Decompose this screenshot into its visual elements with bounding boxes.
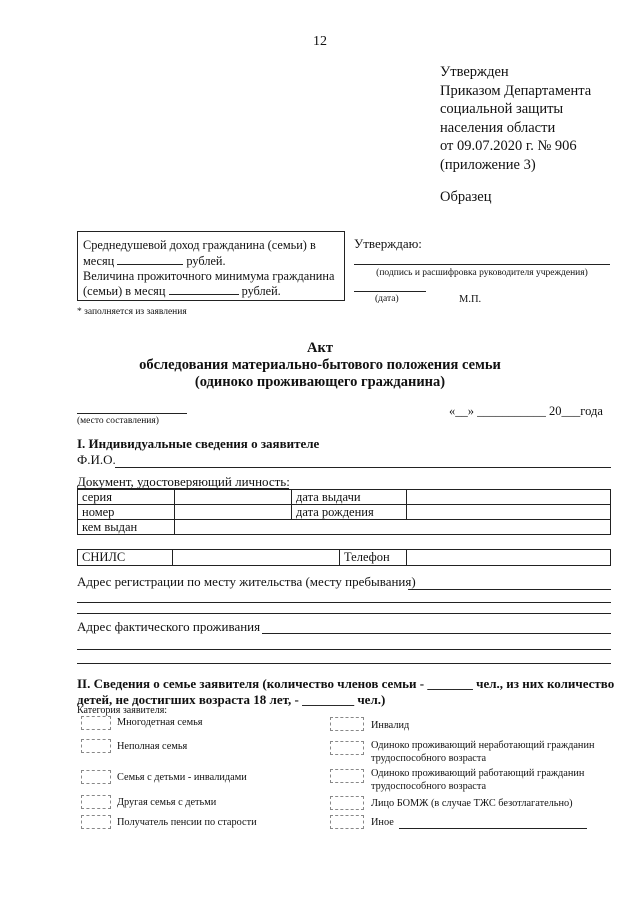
- checkbox[interactable]: [81, 795, 111, 809]
- table-row: [78, 520, 611, 535]
- approval-line: от 09.07.2020 г. № 906: [440, 138, 577, 155]
- minimum-rubles-label: рублей.: [241, 284, 281, 299]
- minimum-blank[interactable]: [169, 283, 239, 295]
- table-row: [78, 490, 611, 505]
- income-line3: Величина прожиточного минимума гражданина: [83, 268, 335, 283]
- income-rubles-label: рублей.: [186, 253, 226, 268]
- issued-by-value[interactable]: [175, 520, 611, 535]
- birth-date-label: дата рождения: [292, 505, 407, 520]
- option-homeless: Лицо БОМЖ (в случае ТЖС безотлагательно): [371, 798, 573, 809]
- number-value[interactable]: [175, 505, 292, 520]
- sample-label: Образец: [440, 189, 492, 205]
- section1-title: I. Индивидуальные сведения о заявителе: [77, 436, 320, 451]
- reg-address-line[interactable]: [77, 613, 611, 614]
- table-row: [78, 550, 611, 566]
- page-number: 12: [313, 34, 327, 49]
- issue-date-label: дата выдачи: [292, 490, 407, 505]
- issue-date-value[interactable]: [407, 490, 611, 505]
- checkbox[interactable]: [81, 716, 111, 730]
- checkbox[interactable]: [330, 741, 364, 755]
- act-title-line1: Акт: [307, 340, 333, 356]
- approval-line: (приложение 3): [440, 156, 536, 173]
- series-label: серия: [78, 490, 175, 505]
- fio-label: Ф.И.О.: [77, 452, 116, 467]
- income-blank[interactable]: [117, 253, 183, 265]
- category-label: Категория заявителя:: [77, 705, 168, 716]
- section2-title-line2: детей, не достигших возраста 18 лет, - ________ чел.): [77, 691, 386, 707]
- series-value[interactable]: [175, 490, 292, 505]
- income-month-label: месяц: [83, 253, 115, 268]
- option-single-unemployed: Одиноко проживающий неработающий гражданин трудоспособного возраста: [371, 740, 595, 764]
- option-disabled: Инвалид: [371, 720, 410, 731]
- section2-title: [77, 676, 617, 707]
- reg-address-label: Адрес регистрации по месту жительства (месту пребывания): [77, 574, 416, 589]
- signature-line[interactable]: [354, 264, 610, 265]
- approve-date-line[interactable]: [354, 291, 426, 292]
- act-date[interactable]: «__» ___________ 20___года: [449, 404, 603, 418]
- approval-line: населения области: [440, 119, 556, 136]
- fio-field[interactable]: [115, 467, 611, 468]
- option-disabled-children: Семья с детьми - инвалидами: [117, 772, 247, 783]
- place-caption: (место составления): [77, 416, 159, 426]
- option-single-employed: Одиноко проживающий работающий гражданин трудоспособного возраста: [371, 768, 585, 792]
- checkbox[interactable]: [330, 796, 364, 810]
- actual-address-line[interactable]: [77, 649, 611, 650]
- birth-date-value[interactable]: [407, 505, 611, 520]
- other-line[interactable]: [399, 828, 587, 829]
- phone-label: Телефон: [340, 550, 407, 566]
- phone-value[interactable]: [407, 550, 611, 566]
- option-single-parent: Неполная семья: [117, 741, 188, 752]
- option-pensioner: Получатель пенсии по старости: [117, 817, 257, 828]
- income-line4: [83, 283, 340, 299]
- act-title-line3: (одиноко проживающего гражданина): [194, 374, 446, 391]
- table-row: [78, 505, 611, 520]
- approve-date-caption: (дата): [375, 294, 399, 304]
- signature-caption: (подпись и расшифровка руководителя учреждения): [376, 268, 588, 278]
- document-label: Документ, удостоверяющий личность:: [77, 474, 290, 489]
- checkbox[interactable]: [330, 769, 364, 783]
- snils-value[interactable]: [173, 550, 340, 566]
- stamp-label: М.П.: [459, 294, 482, 305]
- checkbox[interactable]: [81, 815, 111, 829]
- checkbox[interactable]: [330, 815, 364, 829]
- number-label: номер: [78, 505, 175, 520]
- option-other: Иное: [371, 817, 394, 828]
- option-other-family: Другая семья с детьми: [117, 797, 217, 808]
- footnote: * заполняется из заявления: [77, 307, 187, 317]
- income-line1: Среднедушевой доход гражданина (семьи) в: [83, 238, 316, 252]
- section2-title-line1: II. Сведения о семье заявителя (количество членов семьи - _______ чел., из них количество: [77, 676, 615, 691]
- checkbox[interactable]: [81, 739, 111, 753]
- income-box: [77, 231, 345, 301]
- reg-address-line[interactable]: [77, 602, 611, 603]
- actual-address-label: Адрес фактического проживания: [77, 619, 261, 634]
- snils-label: СНИЛС: [78, 550, 173, 566]
- approval-block: [440, 63, 591, 175]
- reg-address-line[interactable]: [408, 589, 611, 590]
- issued-by-label: кем выдан: [78, 520, 175, 535]
- option-large-family: Многодетная семья: [117, 717, 203, 728]
- approve-label: Утверждаю:: [354, 236, 422, 251]
- act-title: [0, 340, 640, 392]
- income-line2: [83, 253, 340, 269]
- minimum-month-label: (семьи) в месяц: [83, 284, 166, 299]
- checkbox[interactable]: [81, 770, 111, 784]
- actual-address-line[interactable]: [262, 633, 611, 634]
- approval-line: социальной защиты: [440, 101, 564, 118]
- place-line[interactable]: [77, 413, 187, 414]
- snils-table: [77, 549, 611, 566]
- approval-line: Приказом Департамента: [440, 82, 592, 99]
- document-table: [77, 489, 611, 535]
- checkbox[interactable]: [330, 717, 364, 731]
- approval-line: Утвержден: [440, 64, 509, 80]
- actual-address-line[interactable]: [77, 663, 611, 664]
- act-title-line2: обследования материально-бытового положения семьи: [139, 357, 501, 374]
